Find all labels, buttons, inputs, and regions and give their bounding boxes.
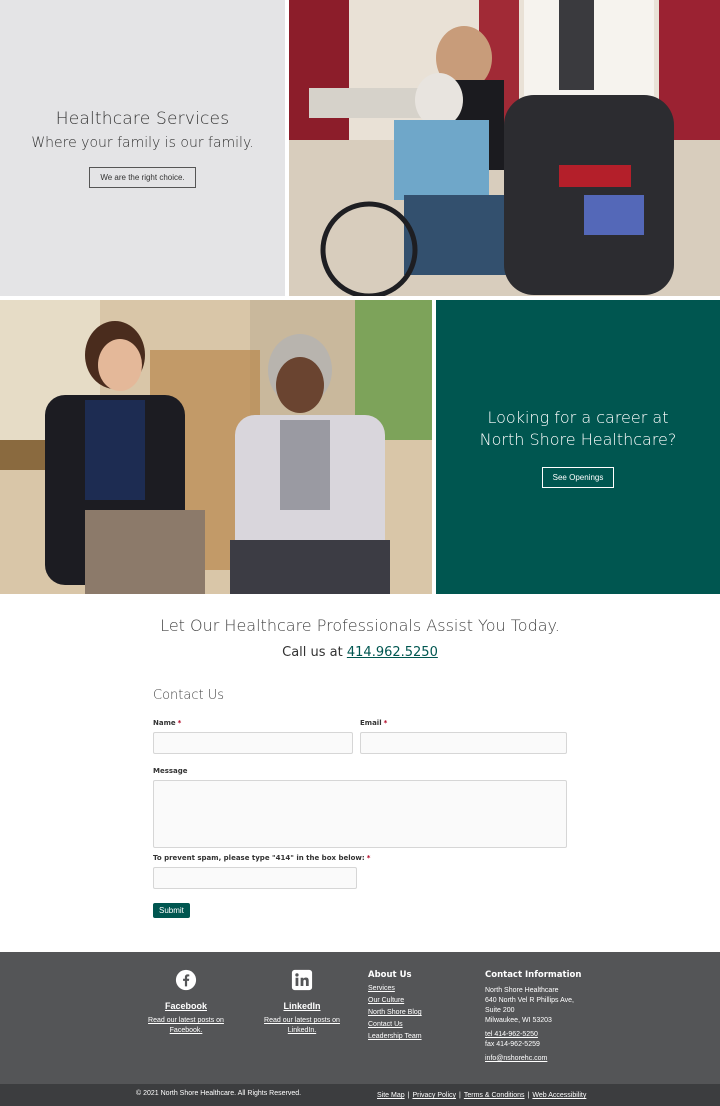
linkedin-icon[interactable]	[291, 969, 313, 991]
services-subtitle: Where your family is our family.	[31, 134, 254, 151]
career-tile	[436, 300, 720, 594]
contact-fax: fax 414-962-5259	[485, 1041, 540, 1048]
call-line	[0, 645, 720, 660]
email-label-text: Email	[360, 719, 382, 727]
email-input[interactable]	[360, 732, 567, 754]
separator: |	[527, 1092, 530, 1099]
terms-link[interactable]: Terms & Conditions	[463, 1092, 525, 1099]
spam-input[interactable]	[153, 867, 357, 889]
contact-title: Contact Information	[485, 970, 582, 980]
contact-address-1: 640 North Vel R Phillips Ave,	[485, 997, 574, 1004]
footer-link-services[interactable]: Services	[368, 985, 395, 992]
bottom-bar	[0, 1084, 720, 1106]
spam-label-text: To prevent spam, please type "414" in the box below:	[153, 854, 365, 862]
about-title: About Us	[368, 970, 412, 980]
services-title: Healthcare Services	[55, 108, 230, 129]
footer	[0, 952, 720, 1084]
privacy-policy-link[interactable]: Privacy Policy	[412, 1092, 457, 1099]
legal-links	[377, 1092, 586, 1099]
contact-address	[485, 986, 581, 1026]
facebook-icon[interactable]	[175, 969, 197, 991]
see-openings-button[interactable]: See Openings	[542, 467, 615, 488]
about-column	[368, 970, 422, 1040]
linkedin-block[interactable]	[252, 969, 352, 1036]
cta-section	[0, 616, 720, 660]
facebook-desc[interactable]: Read our latest posts on Facebook.	[148, 1017, 224, 1034]
separator: |	[459, 1092, 461, 1099]
message-textarea[interactable]	[153, 780, 567, 848]
facebook-block[interactable]	[136, 969, 236, 1036]
contact-address-2: Suite 200	[485, 1007, 515, 1014]
copyright: © 2021 North Shore Healthcare. All Rights Reserved.	[136, 1090, 302, 1097]
contact-email[interactable]: info@nshorehc.com	[485, 1055, 548, 1062]
email-required-mark: *	[383, 719, 388, 727]
email-label	[360, 719, 387, 727]
right-choice-button[interactable]: We are the right choice.	[89, 167, 195, 188]
spam-label	[153, 854, 370, 862]
name-required-mark: *	[177, 719, 182, 727]
footer-link-leadership[interactable]: Leadership Team	[368, 1033, 422, 1040]
site-map-link[interactable]: Site Map	[377, 1092, 405, 1099]
separator: |	[407, 1092, 410, 1099]
cta-heading: Let Our Healthcare Professionals Assist You Today.	[160, 616, 560, 635]
name-input[interactable]	[153, 732, 353, 754]
caregiver-photo	[0, 300, 432, 594]
contact-address-3: Milwaukee, WI 53203	[485, 1017, 552, 1024]
footer-link-blog[interactable]: North Shore Blog	[368, 1009, 422, 1016]
therapy-photo	[289, 0, 720, 296]
contact-tel[interactable]: tel 414-962-5250	[485, 1031, 538, 1038]
accessibility-link[interactable]: Web Accessibility	[532, 1092, 587, 1099]
message-label: Message	[153, 767, 188, 775]
linkedin-link[interactable]: LinkedIn	[283, 1001, 321, 1011]
call-prefix: Call us at	[282, 645, 343, 660]
submit-button[interactable]: Submit	[153, 903, 190, 918]
contact-phones	[485, 1030, 581, 1050]
spam-required-mark: *	[366, 854, 371, 862]
career-heading: Looking for a career at North Shore Healthcare?	[479, 407, 677, 449]
contact-column	[485, 970, 581, 1064]
phone-link[interactable]: 414.962.5250	[346, 645, 438, 660]
footer-link-contact[interactable]: Contact Us	[368, 1021, 403, 1028]
contact-form	[153, 688, 567, 915]
services-tile	[0, 0, 285, 296]
footer-link-our-culture[interactable]: Our Culture	[368, 997, 405, 1004]
form-title: Contact Us	[153, 688, 224, 703]
contact-org: North Shore Healthcare	[485, 987, 559, 994]
name-label	[153, 719, 181, 727]
name-label-text: Name	[153, 719, 176, 727]
facebook-link[interactable]: Facebook	[164, 1001, 207, 1011]
linkedin-desc[interactable]: Read our latest posts on LinkedIn.	[264, 1017, 340, 1034]
